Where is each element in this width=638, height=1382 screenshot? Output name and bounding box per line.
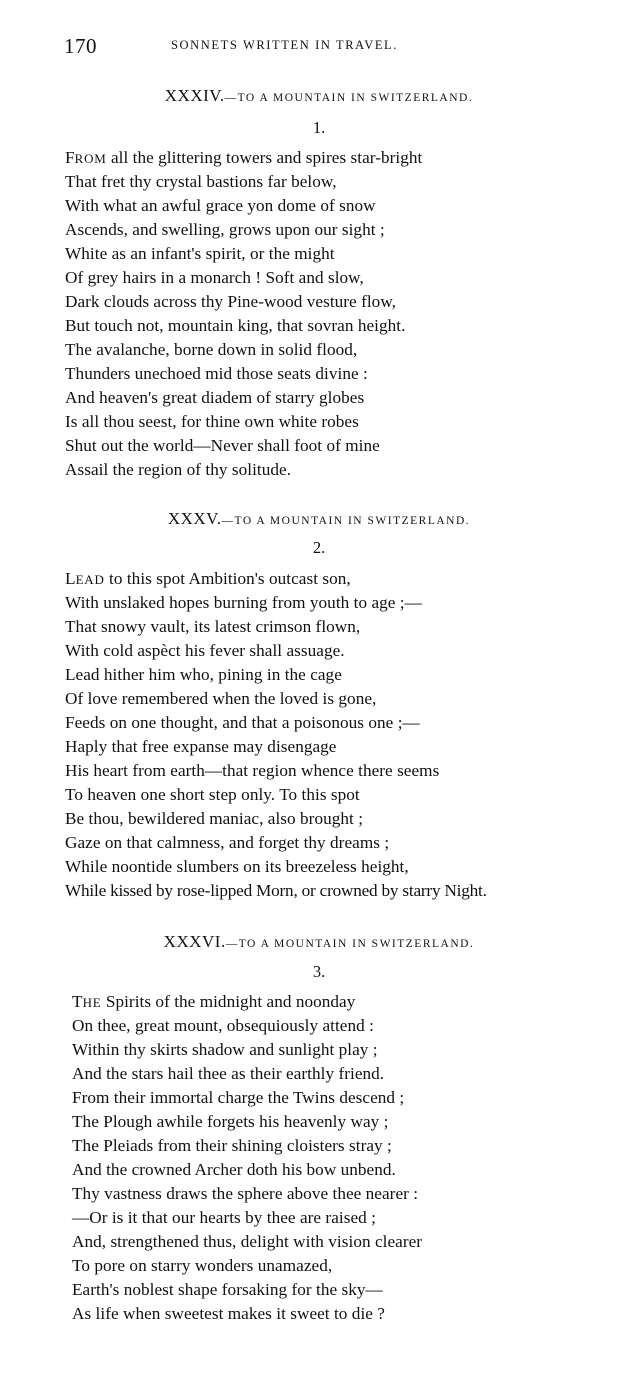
first-letter: L <box>65 569 76 588</box>
first-line-text: to this spot Ambition's outcast son, <box>104 569 351 588</box>
sonnet-line <box>65 146 422 170</box>
sonnet-number: XXXV. <box>167 509 222 528</box>
first-word-smallcaps: ROM <box>74 151 107 166</box>
sonnet-line: Is all thou seest, for thine own white robes <box>65 412 359 431</box>
sonnet-line: Earth's noblest shape forsaking for the sky— <box>72 1280 383 1299</box>
sonnet-body <box>65 146 422 482</box>
sonnet-line: As life when sweetest makes it sweet to die ? <box>72 1304 385 1323</box>
sonnet-title <box>0 932 638 952</box>
sonnet-number: XXXIV. <box>164 86 225 105</box>
sonnet-line: Ascends, and swelling, grows upon our sight ; <box>65 220 385 239</box>
sonnet-line: White as an infant's spirit, or the might <box>65 244 335 263</box>
first-line-text: Spirits of the midnight and noonday <box>101 992 356 1011</box>
sonnet-line: Of love remembered when the loved is gone, <box>65 689 377 708</box>
sonnet-line: Shut out the world—Never shall foot of mine <box>65 436 380 455</box>
sonnet-line: While kissed by rose-lipped Morn, or crowned by starry Night. <box>65 881 487 900</box>
page-number: 170 <box>64 34 97 58</box>
sonnet-title <box>0 86 638 106</box>
sonnet-line: But touch not, mountain king, that sovran height. <box>65 316 406 335</box>
sonnet-dedication: —TO A MOUNTAIN IN SWITZERLAND. <box>221 515 471 527</box>
first-word-smallcaps: HE <box>82 995 102 1010</box>
sonnet-line: And heaven's great diadem of starry globes <box>65 388 365 407</box>
sonnet-dedication: —TO A MOUNTAIN IN SWITZERLAND. <box>225 938 475 950</box>
sonnet-line: Of grey hairs in a monarch ! Soft and slow, <box>65 268 364 287</box>
sonnet-title <box>0 509 638 529</box>
first-word-smallcaps: EAD <box>75 572 105 587</box>
part-number: 3. <box>312 962 326 981</box>
sonnet-line: With unslaked hopes burning from youth to age ;— <box>65 593 422 612</box>
sonnet-line: The avalanche, borne down in solid flood, <box>65 340 358 359</box>
sonnet-line <box>72 990 422 1014</box>
sonnet-line: Be thou, bewildered maniac, also brought ; <box>65 809 364 828</box>
sonnet-line: Lead hither him who, pining in the cage <box>65 665 342 684</box>
sonnet-body <box>72 990 422 1326</box>
first-line-text: all the glittering towers and spires star-bright <box>106 148 423 167</box>
sonnet-line: On thee, great mount, obsequiously attend : <box>72 1016 374 1035</box>
sonnet-line: With what an awful grace yon dome of snow <box>65 196 376 215</box>
part-number: 2. <box>312 538 326 557</box>
sonnet-line: While noontide slumbers on its breezeless height, <box>65 857 409 876</box>
sonnet-line: And the crowned Archer doth his bow unbend. <box>72 1160 396 1179</box>
sonnet-line: From their immortal charge the Twins descend ; <box>72 1088 405 1107</box>
sonnet-line: Thy vastness draws the sphere above thee nearer : <box>72 1184 419 1203</box>
part-number: 1. <box>312 118 326 137</box>
sonnet-line: Assail the region of thy solitude. <box>65 460 292 479</box>
sonnet-line: And, strengthened thus, delight with vision clearer <box>72 1232 423 1251</box>
sonnet-line: Feeds on one thought, and that a poisonous one ;— <box>65 713 420 732</box>
sonnet-line: That fret thy crystal bastions far below, <box>65 172 337 191</box>
first-letter: T <box>72 992 83 1011</box>
sonnet-line: —Or is it that our hearts by thee are raised ; <box>72 1208 376 1227</box>
sonnet-body <box>65 567 487 903</box>
sonnet-line: To heaven one short step only. To this spot <box>65 785 360 804</box>
sonnet-line: The Plough awhile forgets his heavenly way ; <box>72 1112 389 1131</box>
sonnet-number: XXXVI. <box>163 932 226 951</box>
sonnet-line: And the stars hail thee as their earthly friend. <box>72 1064 385 1083</box>
sonnet-line: With cold aspèct his fever shall assuage. <box>65 641 345 660</box>
sonnet-line: That snowy vault, its latest crimson flown, <box>65 617 361 636</box>
sonnet-line: Within thy skirts shadow and sunlight play ; <box>72 1040 378 1059</box>
sonnet-line: Thunders unechoed mid those seats divine : <box>65 364 368 383</box>
first-letter: F <box>65 148 75 167</box>
page-header <box>64 34 584 62</box>
sonnet-line: Haply that free expanse may disengage <box>65 737 337 756</box>
sonnet-line: Dark clouds across thy Pine-wood vesture flow, <box>65 292 397 311</box>
sonnet-line: To pore on starry wonders unamazed, <box>72 1256 333 1275</box>
running-head: SONNETS WRITTEN IN TRAVEL. <box>171 38 399 52</box>
sonnet-dedication: —TO A MOUNTAIN IN SWITZERLAND. <box>224 92 474 104</box>
sonnet-line: His heart from earth—that region whence there seems <box>65 761 440 780</box>
sonnet-line: The Pleiads from their shining cloisters stray ; <box>72 1136 392 1155</box>
sonnet-line: Gaze on that calmness, and forget thy dreams ; <box>65 833 390 852</box>
sonnet-line <box>65 567 487 591</box>
